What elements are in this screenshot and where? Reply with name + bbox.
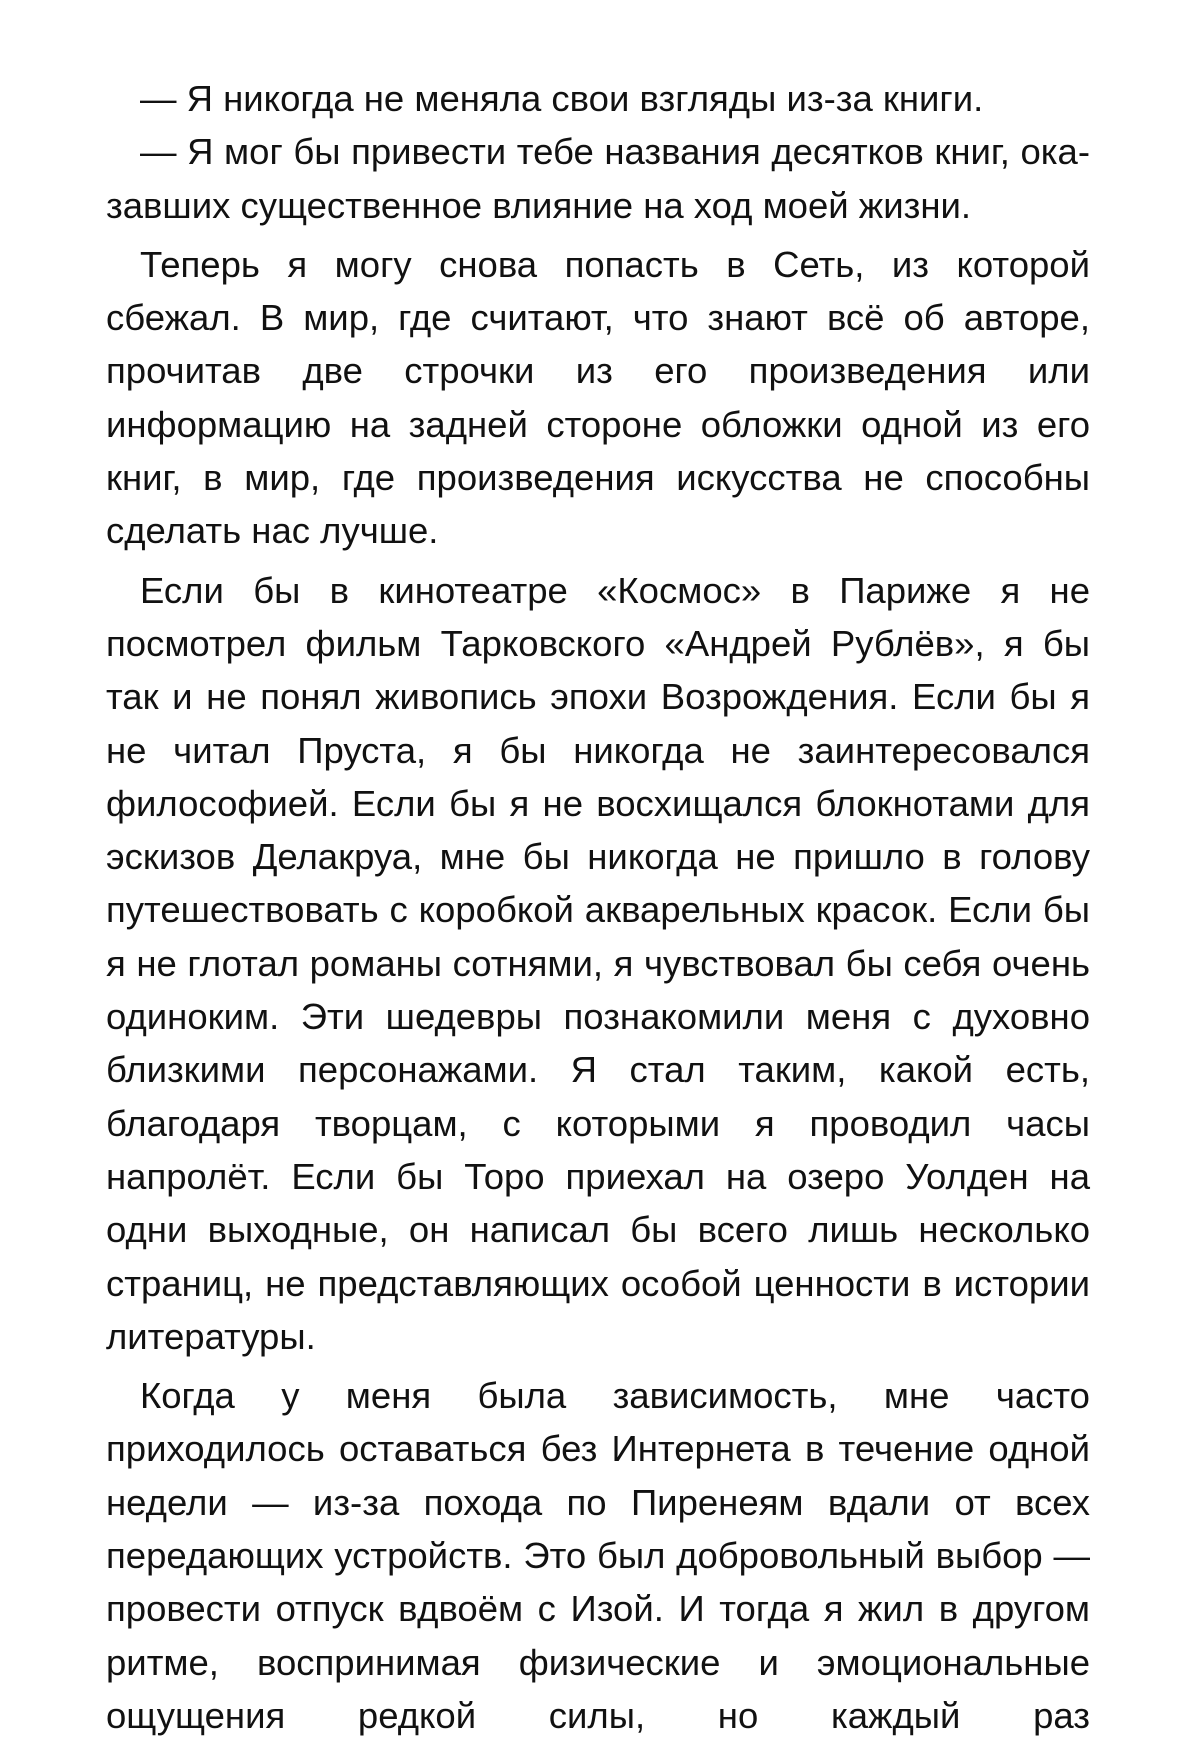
paragraph-addiction: Когда у меня была зависимость, мне часто приходилось оставаться без Интернета в течение одной недели — из-за похода по Пиренеям вдали от всех передающих устройств. Это был добровольный выбор — провести отпуск вдвоём с Изой. И тогда я жил в другом ритме, воспринимая физические и эмоциональные ощущения редкой силы, но каждый раз <box>106 1375 1090 1736</box>
book-page-text <box>106 72 1090 1748</box>
paragraph-dialogue-1: — Я никогда не меняла свои взгляды из-за книги. <box>140 78 984 119</box>
paragraph-internet: Теперь я могу снова попасть в Сеть, из которой сбежал. В мир, где считают, что знают всё об авторе, прочитав две строчки из его произведения или информацию на задней стороне обложки одной из его книг, в мир, где произведения искусства не способны сделать нас лучше. <box>106 243 1090 552</box>
paragraph-dialogue-2: — Я мог бы привести тебе названия десятков книг, оказавших существенное влияние на ход моей жизни. <box>106 131 1090 226</box>
paragraph-influences: Если бы в кинотеатре «Космос» в Париже я не посмотрел фильм Тарковского «Андрей Рублёв», я бы так и не понял живопись эпохи Возрождения. Если бы я не читал Пруста, я бы никогда не заинтересовался философией. Если бы я не восхищался блокнотами для эскизов Делакруа, мне бы никогда не пришло в голову путешествовать с коробкой акварельных красок. Если бы я не глотал романы сотнями, я чувствовал бы себя очень одиноким. Эти шедевры познакомили меня с духовно близкими персонажами. Я стал таким, какой есть, благодаря творцам, с которыми я проводил часы напролёт. Если бы Торо приехал на озеро Уолден на одни выходные, он написал бы всего лишь несколько страниц, не представляющих особой ценности в истории литературы. <box>106 569 1090 1357</box>
